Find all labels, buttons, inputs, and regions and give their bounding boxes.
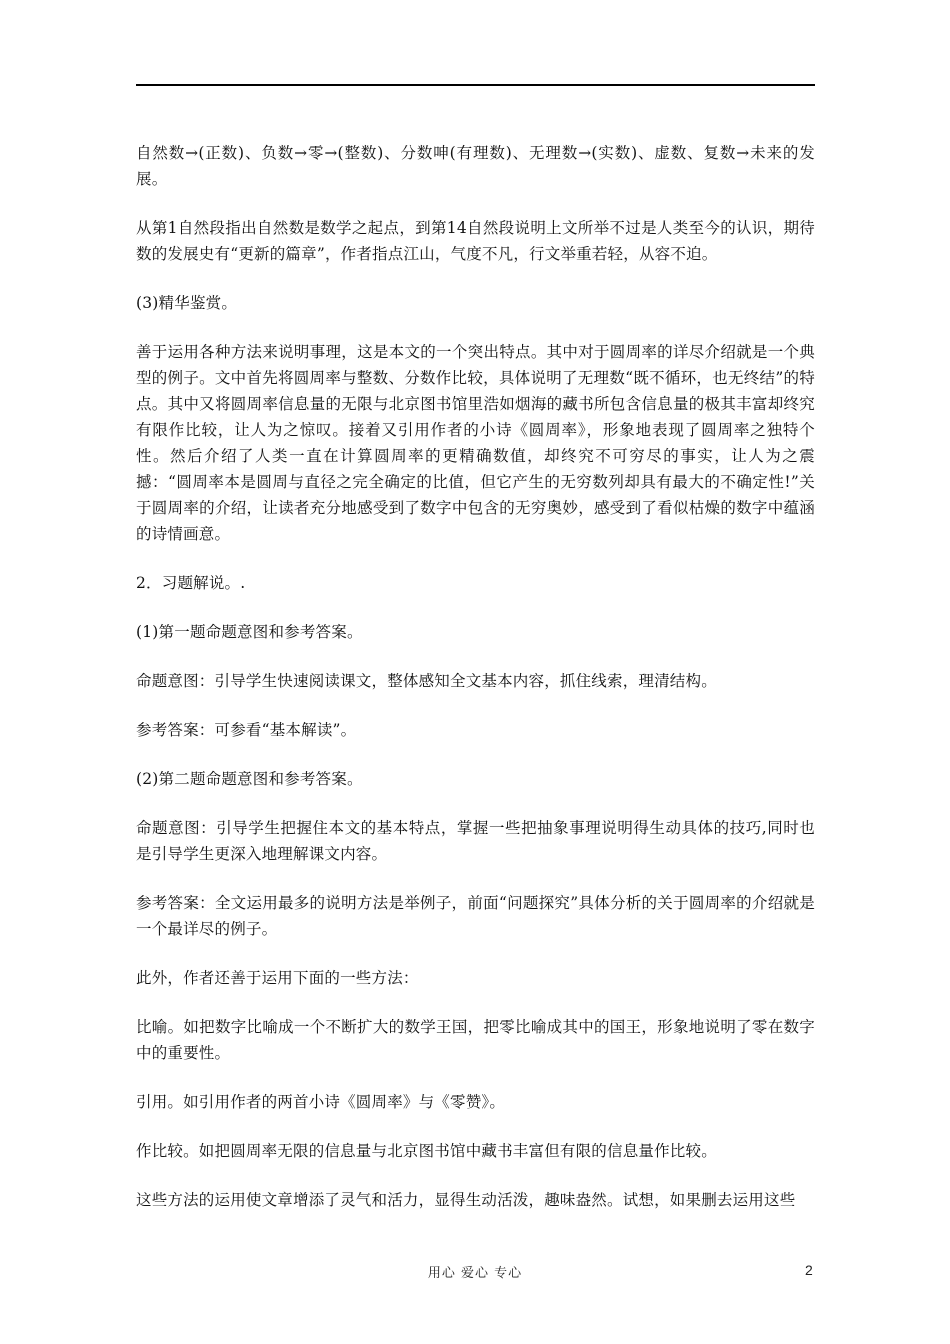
header-rule xyxy=(136,84,815,86)
section-heading-appreciation: (3)精华鉴赏。 xyxy=(136,294,238,312)
exercise-2-heading: (2)第二题命题意图和参考答案。 xyxy=(136,770,363,788)
exercise-1-heading: (1)第一题命题意图和参考答案。 xyxy=(136,623,363,641)
exercise-2-intent: 命题意图：引导学生把握住本文的基本特点，掌握一些把抽象事理说明得生动具体的技巧,同时也是引导学生更深入地理解课文内容。 xyxy=(136,819,815,863)
paragraph-number-development: 自然数→(正数)、负数→零→(整数)、分数呻(有理数)、无理数→(实数)、虚数、复数→未来的发展。 xyxy=(136,144,815,188)
paragraph-quotation: 引用。如引用作者的两首小诗《圆周率》与《零赞》。 xyxy=(136,1093,506,1111)
section-heading-exercises: 2．习题解说。. xyxy=(136,574,246,592)
page-number: 2 xyxy=(805,1262,813,1278)
paragraph-structure-summary: 从第1自然段指出自然数是数学之起点，到第14自然段说明上文所举不过是人类至今的认识，期待数的发展史有“更新的篇章”，作者指点江山，气度不凡，行文举重若轻，从容不迫。 xyxy=(136,219,815,263)
paragraph-other-methods: 此外，作者还善于运用下面的一些方法： xyxy=(136,969,419,987)
exercise-1-intent: 命题意图：引导学生快速阅读课文，整体感知全文基本内容，抓住线索，理清结构。 xyxy=(136,672,717,690)
footer-motto: 用心 爱心 专心 xyxy=(427,1266,523,1281)
paragraph-conclusion: 这些方法的运用使文章增添了灵气和活力，显得生动活泼，趣味盎然。试想，如果删去运用这些 xyxy=(136,1191,796,1209)
document-body xyxy=(136,140,815,1236)
paragraph-comparison: 作比较。如把圆周率无限的信息量与北京图书馆中藏书丰富但有限的信息量作比较。 xyxy=(136,1142,717,1160)
exercise-2-answer: 参考答案：全文运用最多的说明方法是举例子，前面“问题探究”具体分析的关于圆周率的介绍就是一个最详尽的例子。 xyxy=(136,894,815,938)
paragraph-metaphor: 比喻。如把数字比喻成一个不断扩大的数学王国，把零比喻成其中的国王，形象地说明了零在数字中的重要性。 xyxy=(136,1018,815,1062)
exercise-1-answer: 参考答案：可参看“基本解读”。 xyxy=(136,721,357,739)
paragraph-pi-analysis: 善于运用各种方法来说明事理，这是本文的一个突出特点。其中对于圆周率的详尽介绍就是一个典型的例子。文中首先将圆周率与整数、分数作比较，具体说明了无理数“既不循环，也无终结”的特点。其中又将圆周率信息量的无限与北京图书馆里浩如烟海的藏书所包含信息量的极其丰富却终究有限作比较，让人为之惊叹。接着又引用作者的小诗《圆周率》，形象地表现了圆周率之独特个性。然后介绍了人类一直在计算圆周率的更精确数值，却终究不可穷尽的事实，让人为之震撼：“圆周率本是圆周与直径之完全确定的比值，但它产生的无穷数列却具有最大的不确定性!”关于圆周率的介绍，让读者充分地感受到了数字中包含的无穷奥妙，感受到了看似枯燥的数字中蕴涵的诗情画意。 xyxy=(136,343,815,543)
